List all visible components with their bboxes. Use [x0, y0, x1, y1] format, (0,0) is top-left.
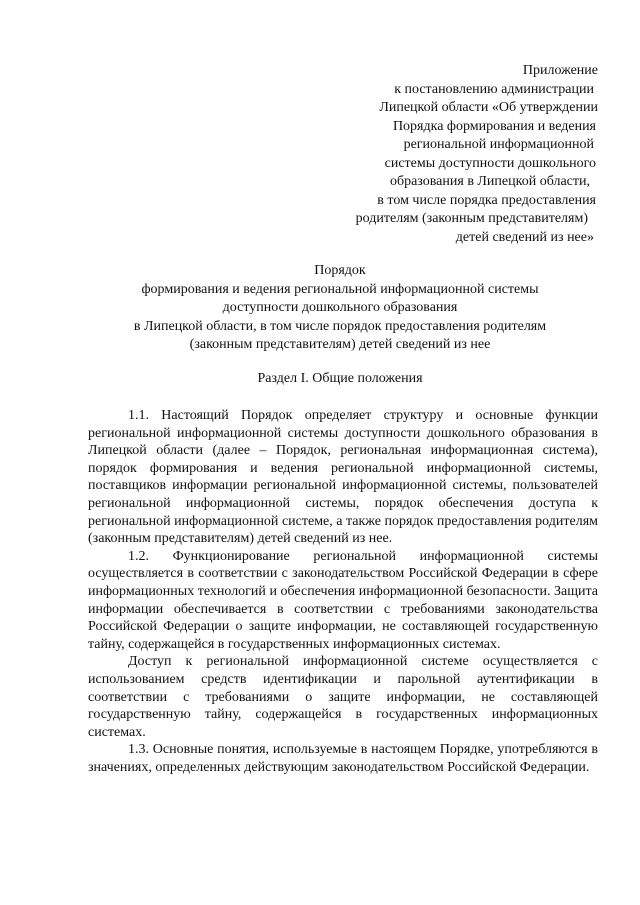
section-heading: Раздел I. Общие положения [257, 371, 423, 386]
appendix-line: детей сведений из нее» [455, 229, 594, 245]
appendix-line: к постановлению администрации [394, 81, 594, 97]
appendix-line: родителям (законным представителям) [355, 211, 588, 226]
title-line: Порядок [314, 263, 366, 278]
title-line: доступности дошкольного образования [222, 300, 458, 315]
appendix-line: образования в Липецкой области, [389, 174, 590, 189]
document-body [88, 407, 598, 776]
appendix-line: системы доступности дошкольного [384, 155, 596, 171]
appendix-line: в том числе порядка предоставления [377, 192, 596, 208]
appendix-line: региональной информационной [403, 137, 594, 152]
paragraph-1-2: 1.2. Функционирование региональной информационной системы осуществляется в соответствии с законодательством Российской Федерации в сфере информационных технологий и обеспечения информационной безопасности. Защита информации обеспечивается в соответствии с требованиями законодательства Российской Федерации о защите информации, не составляющей государственную тайну, содержащейся в государственных информационных системах. [88, 548, 598, 652]
appendix-line: Приложение [522, 63, 598, 78]
title-line: (законным представителям) детей сведений из нее [189, 337, 491, 352]
title-line: формирования и ведения региональной информационной системы [141, 281, 539, 297]
paragraph-1-1: 1.1. Настоящий Порядок определяет структуру и основные функции региональной информационной системы доступности дошкольного образования в Липецкой области (далее – Порядок, региональная информационная система), порядок формирования и ведения региональной информационной системы, поставщиков информации региональной информационной системы, пользователей региональной информационной системы, порядок обеспечения доступа к региональной информационной системе, а также порядок предоставления родителям (законным представителям) детей сведений из нее. [88, 408, 598, 547]
appendix-line: Порядка формирования и ведения [392, 118, 596, 134]
document-title [70, 262, 610, 355]
title-line: в Липецкой области, в том числе порядок предоставления родителям [133, 318, 547, 334]
appendix-line: Липецкой области «Об утверждении [379, 100, 598, 115]
paragraph-access: Доступ к региональной информационной системе осуществляется с использованием средств идентификации и парольной аутентификации в соответствии с требованиями о защите информации, не составляющей государственную тайну, содержащейся в государственных информационных системах. [88, 654, 598, 740]
appendix-block [298, 62, 598, 247]
paragraph-1-3: 1.3. Основные понятия, используемые в настоящем Порядке, употребляются в значениях, определенных действующим законодательством Российской Федерации. [88, 742, 598, 775]
